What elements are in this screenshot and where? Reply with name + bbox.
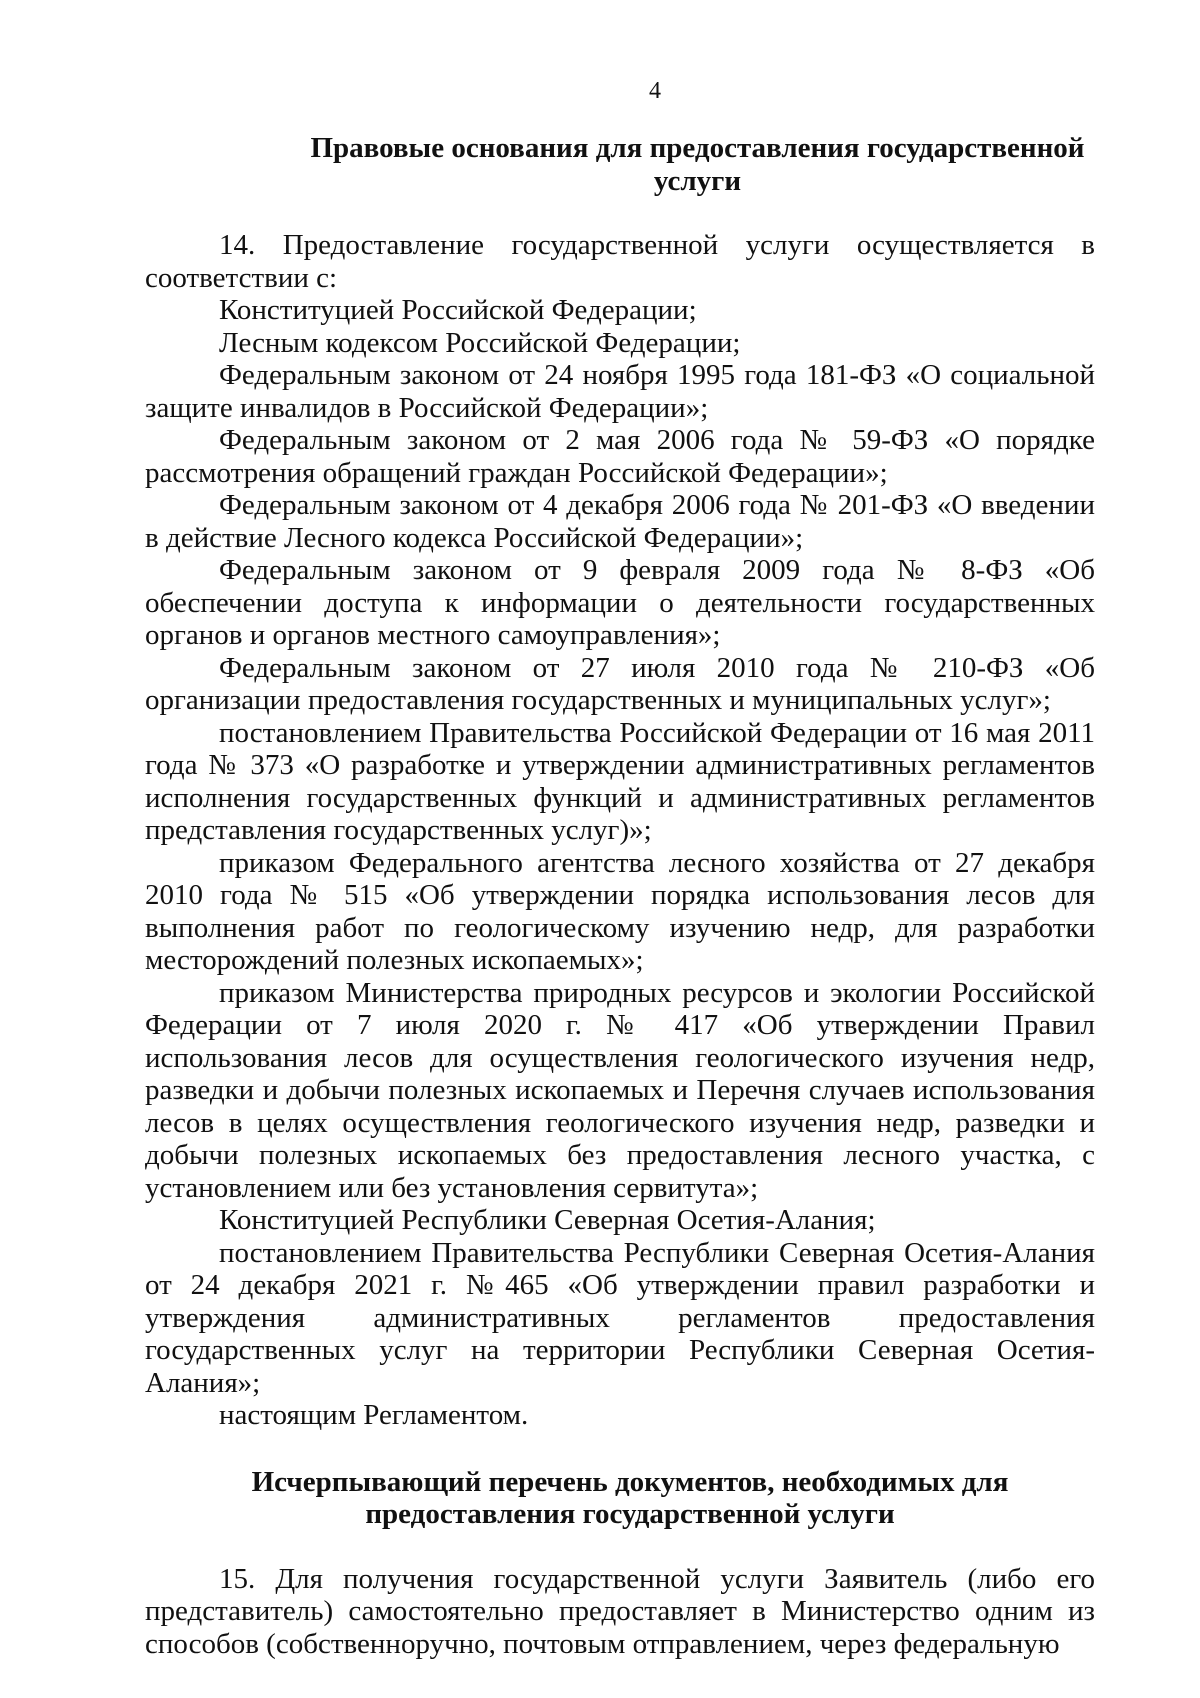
page-content bbox=[145, 132, 1095, 1660]
list-item: приказом Министерства природных ресурсов и экологии Российской Федерации от 7 июля 2020 г. № 417 «Об утверждении Правил использования лесов для осуществления геологического изучения недр, разведки и добычи полезных ископаемых и Перечня случаев использования лесов в целях осуществления геологического изучения недр, разведки и добычи полезных ископаемых без предоставления лесного участка, с установлением или без установления сервитута»; bbox=[145, 976, 1095, 1204]
list-item: постановлением Правительства Республики Северная Осетия-Алания от 24 декабря 2021 г. №465 «Об утверждении правил разработки и утверждения административных регламентов предоставления государственных услуг на территории Республики Северная Осетия-Алания»; bbox=[145, 1236, 1095, 1399]
list-item: Федеральным законом от 24 ноября 1995 года 181-ФЗ «О социальной защите инвалидов в Российской Федерации»; bbox=[145, 359, 1095, 424]
section-heading-legal-basis: Правовые основания для предоставления государственной услуги bbox=[310, 132, 1085, 197]
list-item: Конституцией Республики Северная Осетия-Алания; bbox=[219, 1204, 876, 1236]
paragraph-14-intro: 14. Предоставление государственной услуги осуществляется в соответствии с: bbox=[145, 229, 1095, 294]
list-item: настоящим Регламентом. bbox=[219, 1399, 529, 1431]
section-heading-documents-list bbox=[145, 1466, 1095, 1531]
section-heading-line: предоставления государственной услуги bbox=[365, 1498, 895, 1530]
list-item: Федеральным законом от 9 февраля 2009 года № 8-ФЗ «Об обеспечении доступа к информации о деятельности государственных органов и органов местного самоуправления»; bbox=[145, 554, 1095, 651]
paragraph-15: 15. Для получения государственной услуги Заявитель (либо его представитель) самостоятельно предоставляет в Министерство одним из способов (собственноручно, почтовым отправлением, через федеральную bbox=[145, 1562, 1095, 1660]
page-number: 4 bbox=[649, 78, 661, 104]
list-item: Федеральным законом от 2 мая 2006 года № 59-ФЗ «О порядке рассмотрения обращений граждан Российской Федерации»; bbox=[145, 424, 1095, 489]
list-item: Федеральным законом от 27 июля 2010 года № 210-ФЗ «Об организации предоставления государственных и муниципальных услуг»; bbox=[145, 651, 1095, 716]
list-item: Конституцией Российской Федерации; bbox=[219, 294, 697, 326]
section-heading-line: Исчерпывающий перечень документов, необходимых для bbox=[251, 1465, 1009, 1498]
list-item: приказом Федерального агентства лесного хозяйства от 27 декабря 2010 года № 515 «Об утверждении порядка использования лесов для выполнения работ по геологическому изучению недр, для разработки месторождений полезных ископаемых»; bbox=[145, 846, 1095, 976]
list-item: постановлением Правительства Российской Федерации от 16 мая 2011 года № 373 «О разработке и утверждении административных регламентов исполнения государственных функций и административных регламентов представления государственных услуг)»; bbox=[145, 716, 1095, 846]
list-item: Лесным кодексом Российской Федерации; bbox=[219, 326, 741, 359]
list-item: Федеральным законом от 4 декабря 2006 года № 201-ФЗ «О введении в действие Лесного кодекса Российской Федерации»; bbox=[145, 489, 1095, 554]
